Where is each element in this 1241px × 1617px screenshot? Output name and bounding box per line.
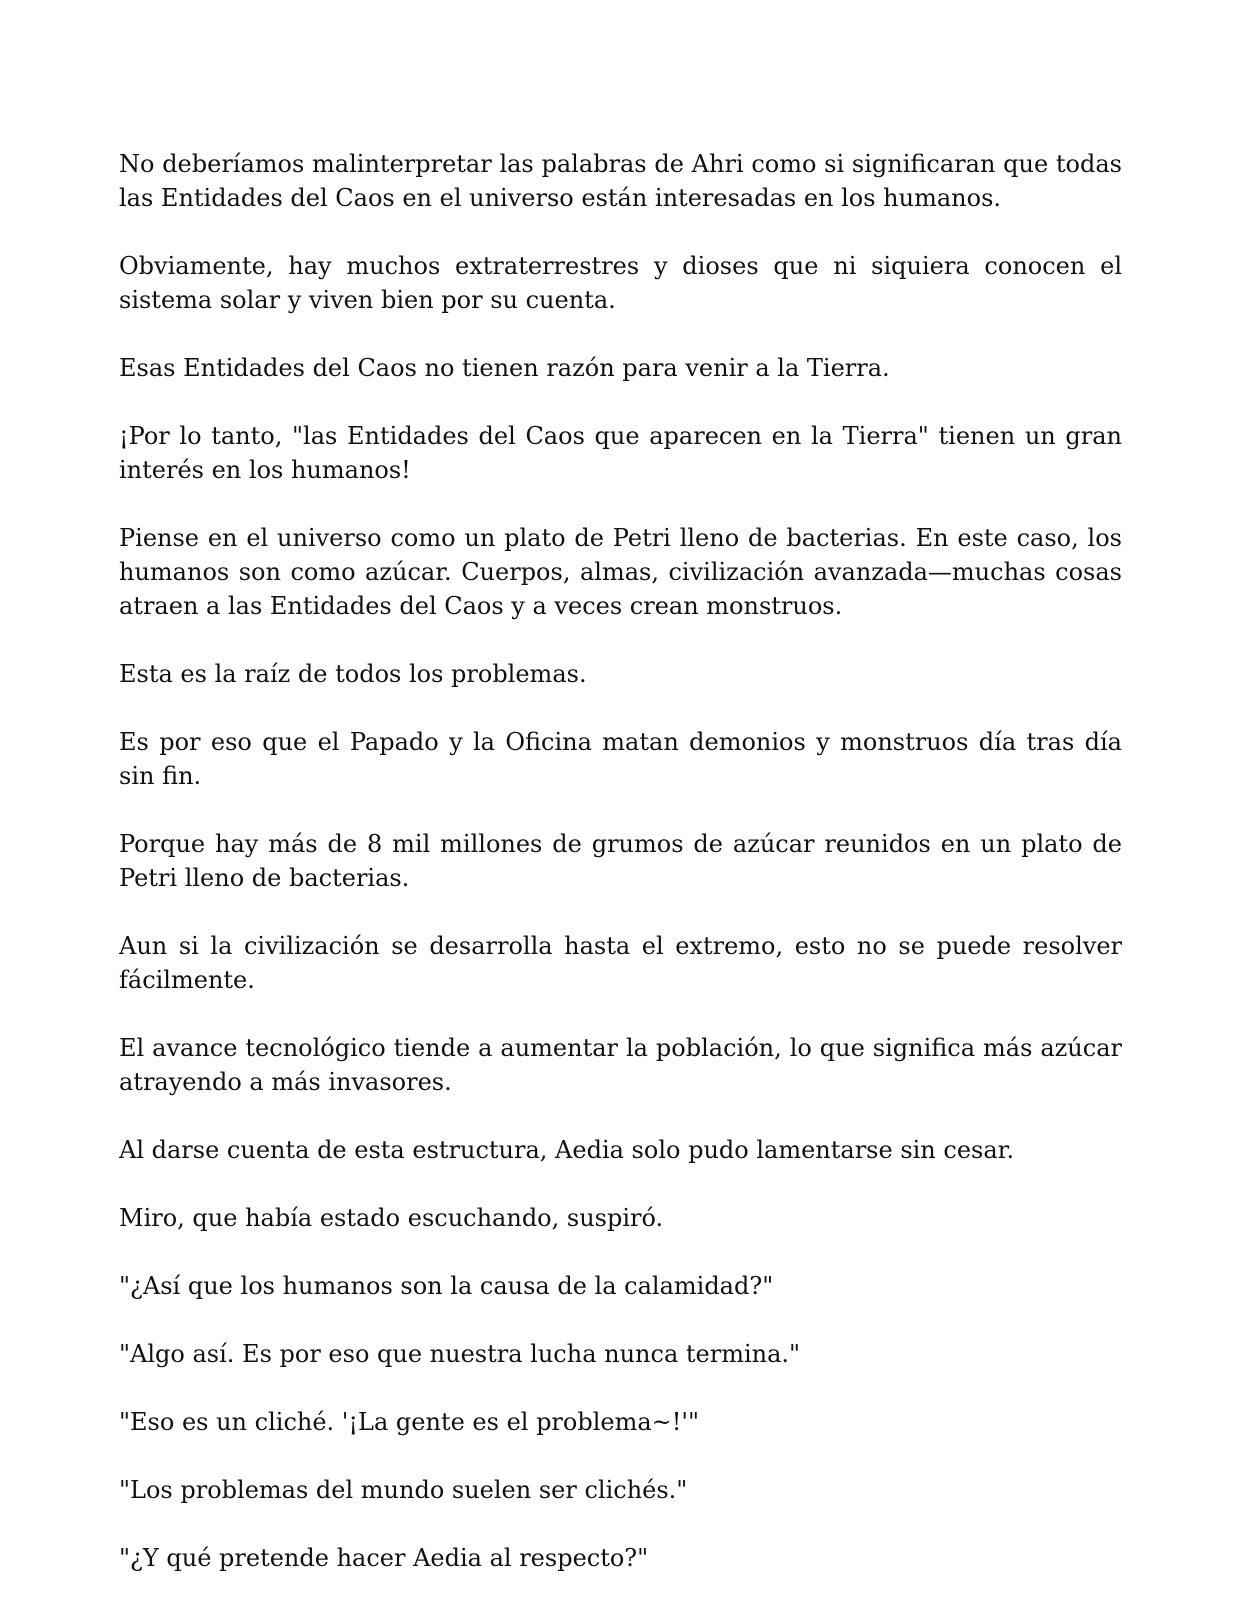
- paragraph: Al darse cuenta de esta estructura, Aedia solo pudo lamentarse sin cesar.: [119, 1136, 1015, 1164]
- dialogue-line: "Eso es un cliché. '¡La gente es el problema~!'": [119, 1408, 700, 1436]
- dialogue-line: "Los problemas del mundo suelen ser clichés.": [119, 1476, 688, 1504]
- paragraph: Piense en el universo como un plato de Petri lleno de bacterias. En este caso, los humanos son como azúcar. Cuerpos, almas, civilización avanzada—muchas cosas atraen a las Entidades del Caos y a veces crean monstruos.: [119, 524, 1122, 620]
- paragraph: Porque hay más de 8 mil millones de grumos de azúcar reunidos en un plato de Petri lleno de bacterias.: [119, 830, 1122, 892]
- paragraph: Es por eso que el Papado y la Oficina matan demonios y monstruos día tras día sin fin.: [119, 728, 1122, 790]
- dialogue-line: "¿Así que los humanos son la causa de la calamidad?": [119, 1272, 774, 1300]
- paragraph: No deberíamos malinterpretar las palabras de Ahri como si significaran que todas las Entidades del Caos en el universo están interesadas en los humanos.: [119, 150, 1122, 212]
- dialogue-line: "¿Y qué pretende hacer Aedia al respecto?": [119, 1544, 649, 1572]
- paragraph: Aun si la civilización se desarrolla hasta el extremo, esto no se puede resolver fácilmente.: [119, 932, 1122, 994]
- paragraph: El avance tecnológico tiende a aumentar la población, lo que significa más azúcar atrayendo a más invasores.: [119, 1034, 1122, 1096]
- paragraph: Obviamente, hay muchos extraterrestres y dioses que ni siquiera conocen el sistema solar y viven bien por su cuenta.: [119, 252, 1122, 314]
- dialogue-line: "Algo así. Es por eso que nuestra lucha nunca termina.": [119, 1340, 801, 1368]
- paragraph: ¡Por lo tanto, "las Entidades del Caos que aparecen en la Tierra" tienen un gran interés en los humanos!: [119, 422, 1122, 484]
- paragraph: Esas Entidades del Caos no tienen razón para venir a la Tierra.: [119, 354, 890, 382]
- body-text: [119, 147, 1122, 1575]
- paragraph: Esta es la raíz de todos los problemas.: [119, 660, 587, 688]
- paragraph: Miro, que había estado escuchando, suspiró.: [119, 1204, 664, 1232]
